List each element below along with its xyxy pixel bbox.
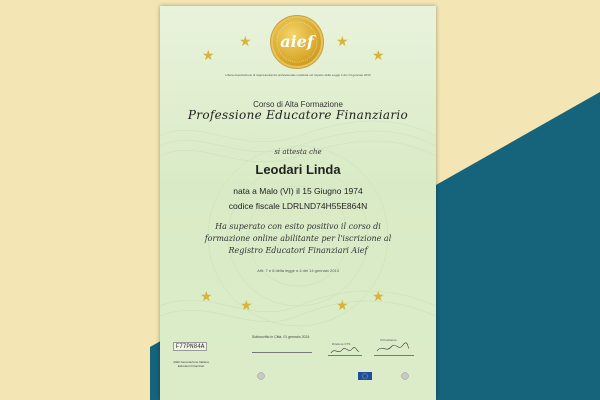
footer-association: AIEF Associazione Italiana Educatori Finanziari	[173, 360, 209, 368]
star-icon: ★	[240, 297, 253, 313]
star-icon: ★	[202, 47, 215, 63]
italy-emblem	[256, 372, 266, 380]
place-date: Sottoscritto in Città, 01 gennaio 2024	[252, 335, 310, 339]
italy-emblem	[400, 372, 410, 380]
body-text	[180, 221, 416, 257]
attesta-line: si attesta che	[274, 148, 322, 156]
star-icon: ★	[336, 33, 349, 49]
fiscal-code: codice fiscale LDRLND74H55E864N	[228, 201, 368, 211]
signature-right	[376, 342, 410, 354]
logos-row	[250, 372, 430, 382]
aief-logo	[273, 18, 321, 66]
signature-line	[328, 355, 362, 356]
course-title: Professione Educatore Finanziario	[187, 108, 409, 122]
star-icon: ★	[336, 297, 349, 313]
body-line: Ha superato con esito positivo il corso di	[215, 222, 381, 231]
eu-logo	[358, 372, 372, 380]
course-line: Corso di Alta Formazione	[253, 100, 343, 109]
recipient-name: Leodari Linda	[255, 162, 341, 177]
signature-label-left: Direttore CTS	[332, 342, 351, 346]
body-line: formazione online abilitante per l'iscrizione al	[204, 234, 392, 243]
signature-line	[252, 352, 312, 353]
star-icon: ★	[372, 47, 385, 63]
certificate-code: F77PN84A	[173, 342, 207, 351]
body-line: Registro Educatori Finanziari Aief	[228, 246, 368, 255]
star-icon: ★	[200, 288, 213, 304]
star-icon: ★	[372, 288, 385, 304]
star-icon: ★	[239, 33, 252, 49]
certificate	[160, 6, 436, 400]
law-reference: Artt. 7 e 8 della legge n.4 del 14 gennaio 2013	[257, 268, 339, 273]
birth-line: nata a Malo (VI) il 15 Giugno 1974	[233, 186, 363, 196]
signature-line	[374, 355, 414, 356]
logo-text: aief	[280, 32, 314, 51]
signature-label-right: Il Presidente	[380, 338, 397, 342]
association-line: Libera Associazione di rappresentanza professionale costituita nel rispetto della Legge 4 del 14 gennaio 2013	[225, 73, 371, 77]
